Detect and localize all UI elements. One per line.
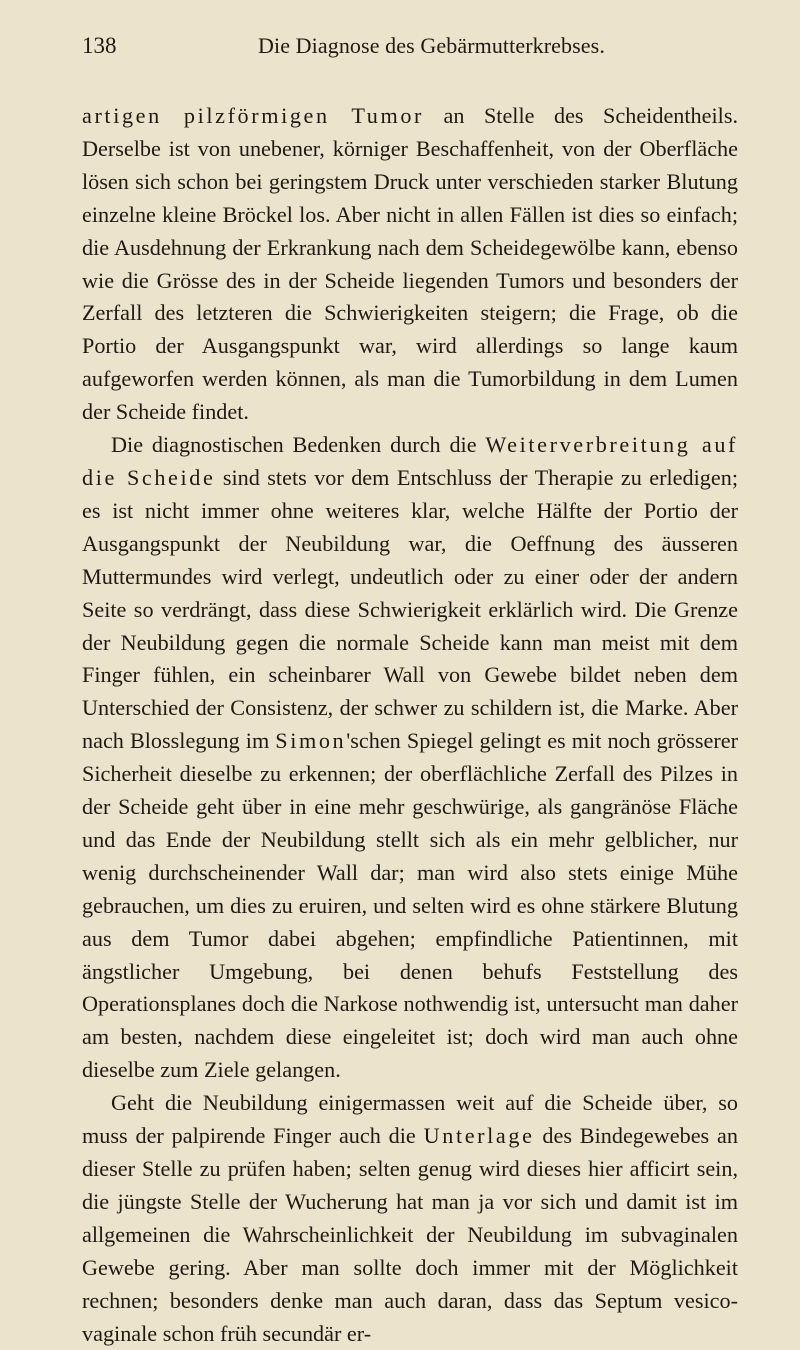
paragraph-lead: Geht die Neubildung einigermassen weit auf die Scheide über, so muss der palpirende Finger auch die — [82, 1090, 738, 1149]
spaced-emphasis: Unterlage — [423, 1123, 535, 1149]
paragraph-lead: Die diagnostischen Bedenken durch die — [111, 432, 486, 458]
body-text — [82, 100, 738, 1350]
running-head: Die Diagnose des Gebärmutterkrebses. — [258, 33, 605, 58]
paragraph-2 — [82, 429, 738, 1087]
paragraph-3 — [82, 1087, 738, 1350]
paragraph-text: sind stets vor dem Entschluss der Therapie zu erledigen; es ist nicht immer ohne weiteres klar, welche Hälfte der Portio der Ausgangspunkt der Neubildung war, die Oeffnung des äusseren Muttermundes wird verlegt, undeutlich oder zu einer oder der andern Seite so verdrängt, dass diese Schwierigkeit erklärlich wird. Die Grenze der Neubildung gegen die normale Scheide kann man meist mit dem Finger fühlen, ein scheinbarer Wall von Gewebe bildet neben dem Unterschied der Consistenz, der schwer zu schildern ist, die Marke. Aber nach Blosslegung im — [82, 464, 738, 754]
paragraph-1 — [82, 100, 738, 429]
paragraph-text-continued: 'schen Spiegel gelingt es mit noch grösserer Sicherheit dieselbe zu erkennen; der oberflächliche Zerfall des Pilzes in der Scheide geht über in eine mehr geschwürige, als gangränöse Fläche und das Ende der Neubildung stellt sich als ein mehr gelblicher, nur wenig durchscheinender Wall dar; man wird also stets einige Mühe gebrauchen, um dies zu eruiren, und selten wird es ohne stärkere Blutung aus dem Tumor dabei abgehen; empfindliche Patientinnen, mit ängstlicher Umgebung, bei denen behufs Feststellung des Operationsplanes doch die Narkose nothwendig ist, untersucht man daher am besten, nachdem diese eingeleitet ist; doch wird man auch ohne dieselbe zum Ziele gelangen. — [82, 728, 738, 1083]
page-number: 138 — [82, 33, 117, 58]
paragraph-text: an Stelle des Scheidentheils. Derselbe ist von unebener, körniger Beschaffenheit, von der Oberfläche lösen sich schon bei geringstem Druck unter verschieden starker Blutung einzelne kleine Bröckel los. Aber nicht in allen Fällen ist dies so einfach; die Ausdehnung der Erkrankung nach dem Scheidegewölbe kann, ebenso wie die Grösse des in der Scheide liegenden Tumors und besonders der Zerfall des letzteren die Schwierigkeiten steigern; die Frage, ob die Portio der Ausgangspunkt war, wird allerdings so lange kaum aufgeworfen werden können, als man die Tumorbildung in dem Lumen der Scheide findet. — [82, 103, 738, 425]
spaced-emphasis: Weiterverbreitung auf die Scheide — [82, 432, 738, 490]
spaced-name: Simon — [275, 728, 347, 754]
page-header — [82, 32, 738, 72]
paragraph-text: des Bindegewebes an dieser Stelle zu prüfen haben; selten genug wird dieses hier afficirt sein, die jüngste Stelle der Wucherung hat man ja vor sich und damit ist im allgemeinen die Wahrscheinlichkeit der Neubildung im subvaginalen Gewebe gering. Aber man sollte doch immer mit der Möglichkeit rechnen; besonders denke man auch daran, dass das Septum vesico-vaginale schon früh secundär er- — [82, 1123, 738, 1346]
spaced-emphasis: artigen pilzförmigen Tumor — [82, 103, 425, 128]
